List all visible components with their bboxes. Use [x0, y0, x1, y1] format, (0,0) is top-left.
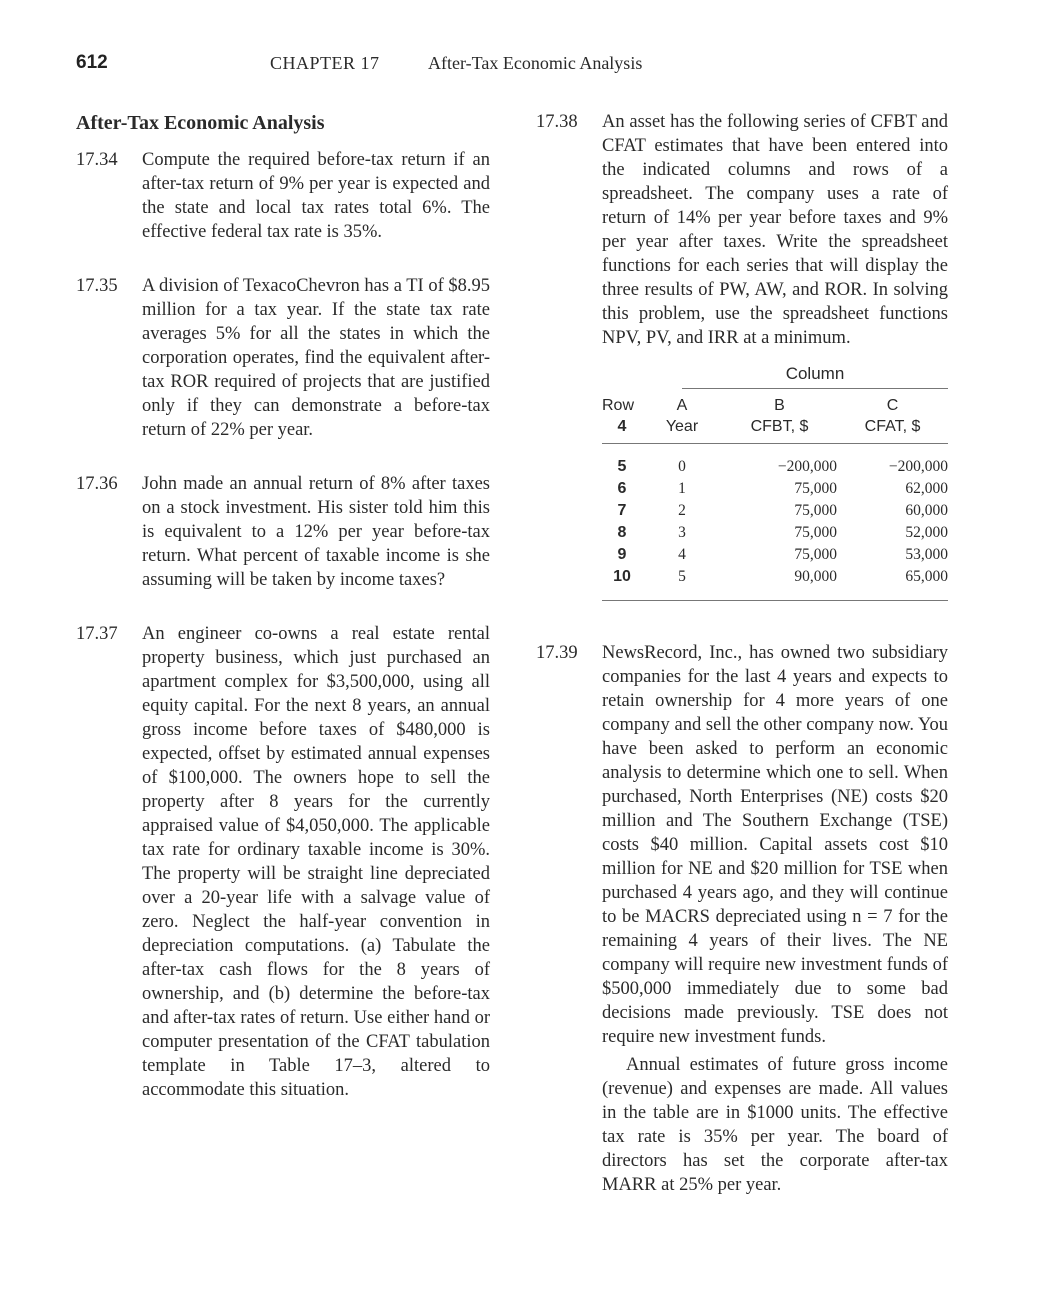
page-number: 612	[76, 52, 108, 73]
problem-17-36	[76, 472, 490, 592]
problem-text: NewsRecord, Inc., has owned two subsidiary companies for the last 4 years and expects to retain ownership for 4 more years of one company and sell the other company now. You have been asked to perform an economic analysis to determine which one to sell. When purchased, North Enterprises (NE) costs $20 million and The Southern Exchange (TSE) costs $40 million. Capital assets cost $10 million for NE and $20 million for TSE when purchased 4 years ago, and they will continue to be MACRS depreciated using n = 7 for the remaining 4 years of their lives. The NE company will require new investment funds of $500,000 immediately due to some bad decisions made previously. TSE does not require new investment funds.	[602, 643, 948, 1047]
cfat-cell: 53,000	[905, 546, 948, 563]
right-column	[536, 110, 948, 1227]
problem-text-continued: Annual estimates of future gross income (revenue) and expenses are made. All values in the table are in $1000 units. The effective tax rate is 35% per year. The board of directors has set the corporate after-tax MARR at 25% per year.	[602, 1055, 948, 1195]
col-a-letter: A	[676, 397, 688, 414]
row-number: 9	[617, 546, 627, 563]
header-col-a	[642, 395, 722, 437]
table-body	[602, 444, 948, 601]
table-row	[602, 498, 948, 520]
table-row	[602, 454, 948, 476]
row-number: 7	[617, 502, 627, 519]
spreadsheet-table	[602, 364, 948, 601]
col-a-label: Year	[665, 418, 699, 435]
problem-number: 17.37	[76, 624, 118, 644]
table-header-row	[602, 389, 948, 444]
col-b-letter: B	[774, 397, 785, 414]
row-number: 4	[617, 418, 627, 435]
cfbt-cell: 75,000	[794, 480, 837, 497]
cfat-cell: 65,000	[905, 568, 948, 585]
table-row	[602, 520, 948, 542]
header-col-c	[837, 395, 948, 437]
cfbt-cell: 75,000	[794, 524, 837, 541]
year-cell: 2	[678, 502, 686, 519]
problem-number: 17.34	[76, 150, 118, 170]
table-column-title: Column	[682, 364, 948, 389]
cfbt-cell: 75,000	[794, 502, 837, 519]
col-c-letter: C	[886, 397, 899, 414]
problem-text: A division of TexacoChevron has a TI of $8.95 million for a tax year. If the state tax rate averages 5% for all the states in which the corporation operates, find the equivalent after-tax ROR required of projects that are justified only if they can demonstrate a before-tax return of 22% per year.	[142, 276, 490, 440]
header-col-b	[722, 395, 837, 437]
problem-text: John made an annual return of 8% after taxes on a stock investment. His sister told him this is equivalent to a 12% per year before-tax return. What percent of taxable income is she assuming will be taken by income taxes?	[142, 474, 490, 590]
year-cell: 5	[678, 568, 686, 585]
problem-17-38	[536, 110, 948, 601]
problem-17-34	[76, 148, 490, 244]
problem-text: An asset has the following series of CFBT and CFAT estimates that have been entered into the indicated columns and rows of a spreadsheet. The company uses a rate of return of 14% per year before taxes and 9% per year after taxes. Write the spreadsheet functions for each series that will display the three results of PW, AW, and ROR. In solving this problem, use the spreadsheet functions NPV, PV, and IRR at a minimum.	[602, 112, 948, 348]
table-row	[602, 476, 948, 498]
col-c-label: CFAT, $	[864, 418, 921, 435]
section-heading: After-Tax Economic Analysis	[76, 112, 325, 134]
table-row	[602, 564, 948, 586]
row-label: Row	[602, 397, 635, 414]
row-number: 5	[617, 458, 627, 475]
cfbt-cell: −200,000	[777, 458, 837, 475]
problem-number: 17.38	[536, 112, 578, 132]
running-title: After-Tax Economic Analysis	[428, 53, 643, 73]
problem-17-37	[76, 622, 490, 1102]
problem-text: An engineer co-owns a real estate rental property business, which just purchased an apartment complex for $3,500,000, using all equity capital. For the next 8 years, an annual gross income before taxes of $480,000 is expected, offset by estimated annual expenses of $100,000. The owners hope to sell the property after 8 years for the currently appraised value of $4,050,000. The applicable tax rate for ordinary taxable income is 30%. The property will be straight line depreciated over a 20-year life with a salvage value of zero. Neglect the half-year convention in depreciation computations. (a) Tabulate the after-tax cash flows for the 8 years of ownership, and (b) determine the before-tax and after-tax rates of return. Use either hand or computer presentation of the CFAT tabulation template in Table 17–3, altered to accommodate this situation.	[142, 624, 490, 1100]
row-number: 10	[613, 568, 631, 585]
problem-17-39	[536, 641, 948, 1197]
left-column	[76, 110, 490, 1132]
problem-number: 17.36	[76, 474, 118, 494]
row-number: 8	[617, 524, 627, 541]
row-number: 6	[617, 480, 627, 497]
year-cell: 4	[678, 546, 686, 563]
problem-text: Compute the required before-tax return if an after-tax return of 9% per year is expected and the state and local tax rates total 6%. The effective federal tax rate is 35%.	[142, 150, 490, 242]
cfat-cell: −200,000	[888, 458, 948, 475]
cfbt-cell: 90,000	[794, 568, 837, 585]
problem-number: 17.35	[76, 276, 118, 296]
year-cell: 1	[678, 480, 686, 497]
problem-number: 17.39	[536, 643, 578, 663]
year-cell: 3	[678, 524, 686, 541]
chapter-label: CHAPTER 17	[270, 53, 380, 73]
table-row	[602, 542, 948, 564]
cfat-cell: 60,000	[905, 502, 948, 519]
cfat-cell: 62,000	[905, 480, 948, 497]
cfbt-cell: 75,000	[794, 546, 837, 563]
cfat-cell: 52,000	[905, 524, 948, 541]
header-row-cell	[602, 395, 642, 437]
year-cell: 0	[678, 458, 686, 475]
col-b-label: CFBT, $	[750, 418, 809, 435]
page-header	[0, 52, 1042, 82]
problem-17-35	[76, 274, 490, 442]
